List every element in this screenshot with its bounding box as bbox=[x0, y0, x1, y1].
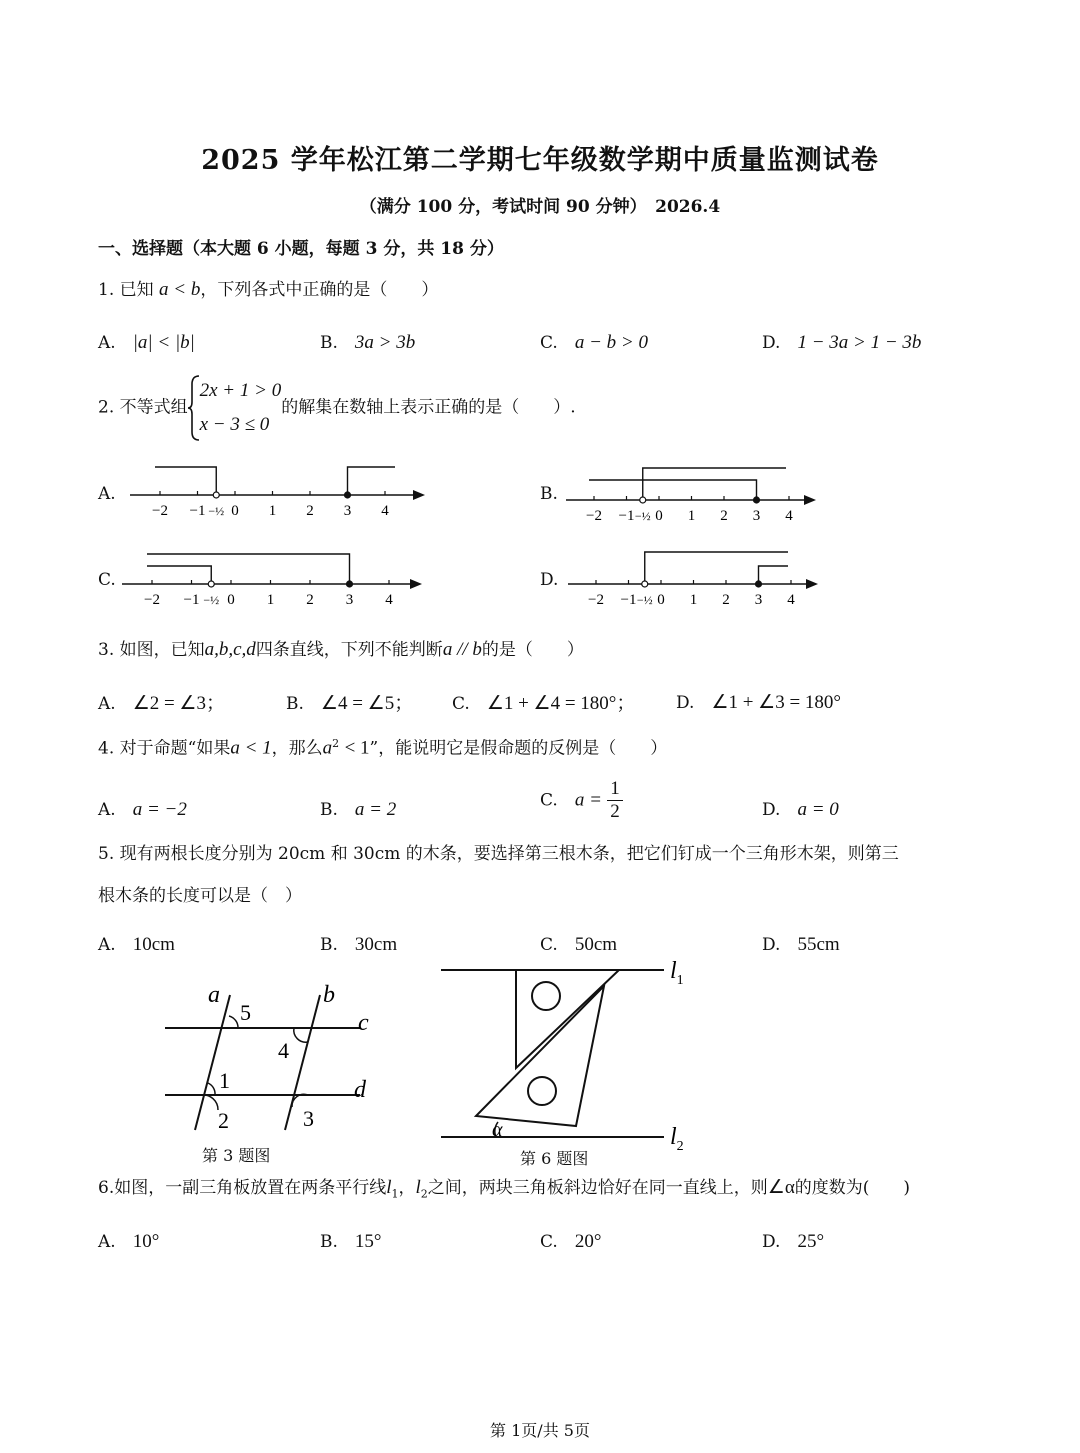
question-5-stem-line2: 根木条的长度可以是（ ） bbox=[98, 886, 302, 906]
label-alpha: α bbox=[492, 1119, 503, 1141]
hole-upper-icon bbox=[532, 982, 560, 1010]
label-c: c bbox=[358, 1010, 369, 1036]
label-2: 2 bbox=[218, 1108, 229, 1133]
tick-label: 2 bbox=[720, 508, 728, 524]
label-d: d bbox=[354, 1077, 366, 1103]
figure-3-caption: 第 3 题图 bbox=[202, 1146, 271, 1165]
label-5: 5 bbox=[240, 1000, 251, 1025]
question-3-stem: 3. 如图，已知a,b,c,d四条直线，下列不能判断a // b的是（ ） bbox=[98, 639, 584, 660]
set-square-upper bbox=[516, 970, 619, 1068]
tick-label: −2 bbox=[152, 503, 168, 519]
q6-option-c[interactable]: C. 20° bbox=[540, 1231, 602, 1252]
angle-1-arc bbox=[208, 1083, 215, 1095]
open-dot-icon bbox=[640, 497, 646, 503]
q4-option-b[interactable]: B. a = 2 bbox=[320, 799, 397, 820]
solution-ray bbox=[147, 566, 211, 584]
q4-option-d[interactable]: D. a = 0 bbox=[762, 799, 839, 820]
axis-arrow-icon bbox=[806, 579, 818, 589]
tick-label: 0 bbox=[231, 503, 239, 519]
q3-option-d[interactable]: D. ∠1 + ∠3 = 180° bbox=[676, 692, 842, 713]
tick-label: −2 bbox=[588, 592, 604, 608]
figure-6-caption: 第 6 题图 bbox=[520, 1149, 589, 1168]
figure-6 bbox=[436, 958, 696, 1154]
open-dot-icon bbox=[642, 581, 648, 587]
number-line-d bbox=[568, 546, 828, 611]
q2-option-c[interactable]: C. bbox=[98, 570, 116, 590]
axis-arrow-icon bbox=[410, 579, 422, 589]
solution-ray bbox=[155, 467, 216, 495]
closed-dot-icon bbox=[347, 581, 353, 587]
tick-label: −2 bbox=[586, 508, 602, 524]
number-line-b bbox=[566, 460, 826, 525]
label-b: b bbox=[323, 982, 335, 1008]
tick-label: 1 bbox=[689, 592, 698, 608]
tick-label: 1 bbox=[687, 508, 696, 524]
tick-label: 1 bbox=[266, 592, 275, 608]
tick-label: 4 bbox=[787, 592, 795, 608]
axis-arrow-icon bbox=[804, 495, 816, 505]
label-4: 4 bbox=[278, 1038, 289, 1063]
solution-ray bbox=[645, 552, 788, 584]
hole-lower-icon bbox=[528, 1077, 556, 1105]
q5-option-b[interactable]: B. 30cm bbox=[320, 934, 398, 955]
section-heading: 一、选择题（本大题 6 小题，每题 3 分，共 18 分） bbox=[98, 239, 504, 259]
number-line-c bbox=[122, 546, 422, 611]
label-l2: $l_2$ bbox=[670, 1124, 684, 1154]
q2-option-b[interactable]: B. bbox=[540, 484, 558, 504]
solution-ray bbox=[643, 468, 786, 500]
label-3: 3 bbox=[303, 1106, 314, 1131]
tick-label: 3 bbox=[752, 508, 761, 524]
tick-label: 2 bbox=[306, 503, 314, 519]
closed-dot-icon bbox=[756, 581, 762, 587]
q5-option-c[interactable]: C. 50cm bbox=[540, 934, 618, 955]
q3-option-a[interactable]: A. ∠2 = ∠3； bbox=[98, 693, 225, 714]
q1-option-b[interactable]: B. 3a > 3b bbox=[320, 332, 416, 353]
q3-option-b[interactable]: B. ∠4 = ∠5； bbox=[286, 693, 414, 714]
fraction-one-half: $\frac{1}{2}$ bbox=[607, 778, 623, 823]
axis-arrow-icon bbox=[413, 490, 425, 500]
q1-option-a[interactable]: A. |a| < |b| bbox=[98, 332, 195, 353]
tick-label: −1 bbox=[189, 503, 206, 519]
q6-option-b[interactable]: B. 15° bbox=[320, 1231, 382, 1252]
q5-option-a[interactable]: A. 10cm bbox=[98, 934, 175, 955]
tick-label: −½ bbox=[636, 593, 653, 607]
q4-option-c[interactable]: C. a = $\frac{1}{2}$ bbox=[540, 778, 623, 823]
tick-label: −2 bbox=[144, 592, 160, 608]
q3-option-c[interactable]: C. ∠1 + ∠4 = 180°； bbox=[452, 693, 636, 714]
tick-label: 3 bbox=[343, 503, 352, 519]
q6-option-d[interactable]: D. 25° bbox=[762, 1231, 825, 1252]
tick-label: 3 bbox=[345, 592, 354, 608]
page-title: 2025 学年松江第二学期七年级数学期中质量监测试卷 bbox=[201, 145, 879, 176]
q2-option-d[interactable]: D. bbox=[540, 570, 559, 590]
label-1: 1 bbox=[219, 1068, 230, 1093]
angle-4-arc bbox=[294, 1028, 308, 1042]
tick-label: −1 bbox=[618, 508, 635, 524]
tick-label: 4 bbox=[381, 503, 389, 519]
page-footer: 第 1页/共 5页 bbox=[490, 1421, 590, 1440]
tick-label: 4 bbox=[785, 508, 793, 524]
tick-label: −1 bbox=[620, 592, 637, 608]
question-5-stem-line1: 5. 现有两根长度分别为 20cm 和 30cm 的木条，要选择第三根木条，把它们钉成一个三角形木架，则第三 bbox=[98, 844, 899, 864]
q5-option-d[interactable]: D. 55cm bbox=[762, 934, 840, 955]
solution-ray bbox=[348, 467, 396, 495]
angle-5-arc bbox=[229, 1016, 238, 1028]
number-line-a bbox=[130, 460, 430, 525]
tick-label: −½ bbox=[208, 504, 225, 518]
exam-info: （满分 100 分，考试时间 90 分钟） 2026.4 bbox=[359, 197, 721, 217]
tick-label: 0 bbox=[657, 592, 665, 608]
q2-option-a[interactable]: A. bbox=[98, 484, 116, 504]
solution-ray bbox=[759, 566, 789, 584]
solution-ray bbox=[589, 480, 757, 500]
label-a: a bbox=[208, 982, 220, 1008]
tick-label: −1 bbox=[183, 592, 200, 608]
question-1-stem: 1. 已知 a < b，下列各式中正确的是（ ） bbox=[98, 279, 439, 300]
q1-option-d[interactable]: D. 1 − 3a > 1 − 3b bbox=[762, 332, 922, 353]
closed-dot-icon bbox=[754, 497, 760, 503]
brace-icon bbox=[188, 374, 200, 442]
q4-option-a[interactable]: A. a = −2 bbox=[98, 799, 187, 820]
tick-label: 0 bbox=[227, 592, 235, 608]
closed-dot-icon bbox=[345, 492, 351, 498]
tick-label: −½ bbox=[634, 509, 651, 523]
tick-label: 2 bbox=[306, 592, 314, 608]
q6-option-a[interactable]: A. 10° bbox=[98, 1231, 160, 1252]
tick-label: 3 bbox=[754, 592, 763, 608]
question-2-stem: 2. 不等式组 2x + 1 > 0 x − 3 ≤ 0 的解集在数轴上表示正确的是（ ）. bbox=[98, 374, 576, 442]
open-dot-icon bbox=[208, 581, 214, 587]
q1-option-c[interactable]: C. a − b > 0 bbox=[540, 332, 648, 353]
label-l1: $l_1$ bbox=[670, 958, 684, 988]
tick-label: 0 bbox=[655, 508, 663, 524]
tick-label: −½ bbox=[203, 593, 220, 607]
solution-ray bbox=[147, 554, 350, 584]
inequality-system: 2x + 1 > 0 x − 3 ≤ 0 bbox=[188, 374, 282, 442]
question-4-stem: 4. 对于命题“如果a < 1，那么$a^2 < 1$”，能说明它是假命题的反例是（ ） bbox=[98, 737, 668, 759]
tick-label: 4 bbox=[385, 592, 393, 608]
tick-label: 2 bbox=[722, 592, 730, 608]
open-dot-icon bbox=[213, 492, 219, 498]
question-6-stem: 6.如图，一副三角板放置在两条平行线$l_1$，$l_2$之间，两块三角板斜边恰好在同一直线上，则∠α的度数为( ) bbox=[98, 1177, 911, 1201]
figure-3 bbox=[160, 980, 390, 1170]
tick-label: 1 bbox=[268, 503, 277, 519]
